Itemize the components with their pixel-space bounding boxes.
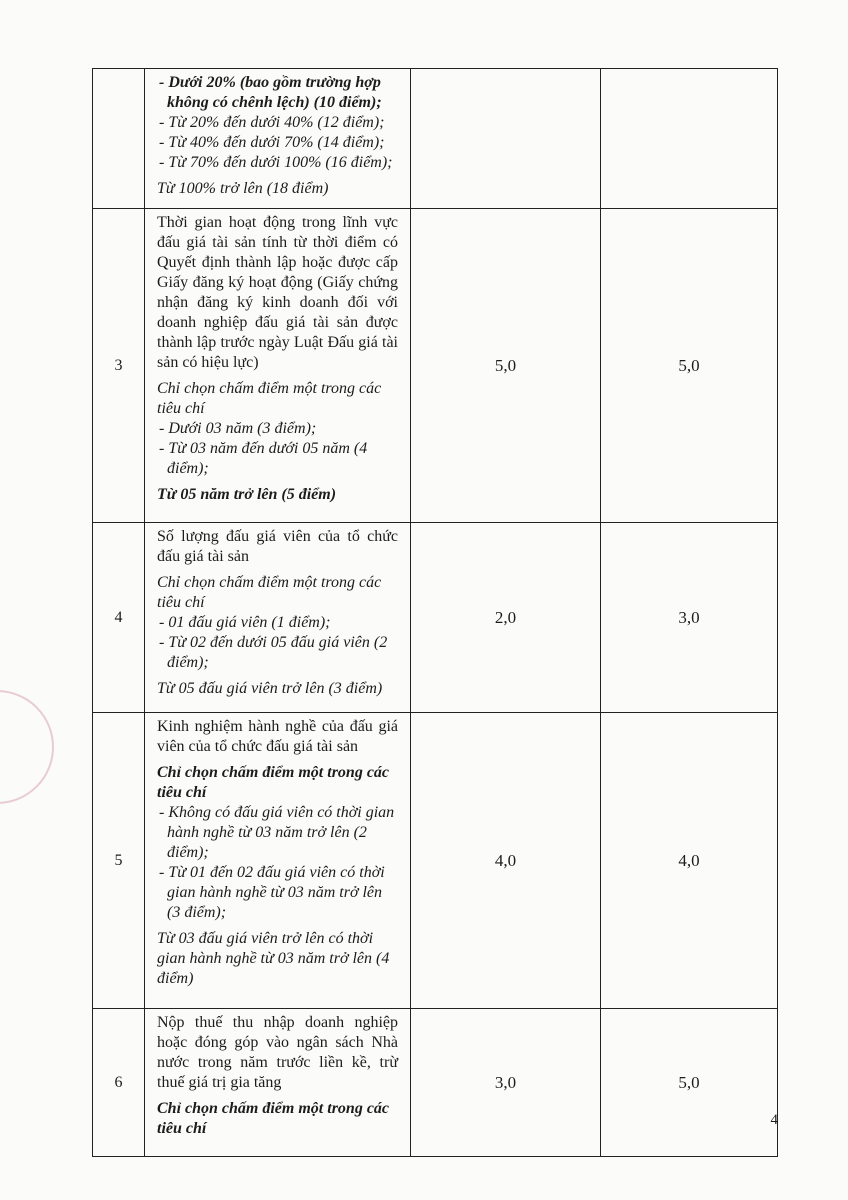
option-text: - Dưới 03 năm (3 điểm); (159, 420, 317, 437)
council-score: 5,0 (601, 209, 778, 523)
self-score: 4,0 (411, 713, 601, 1009)
last-option: Từ 03 đấu giá viên trở lên có thời gian hành nghề từ 03 năm trở lên (4 điểm) (157, 930, 390, 987)
criteria-cell (145, 1009, 411, 1157)
council-score: 4,0 (601, 713, 778, 1009)
option-text: - 01 đấu giá viên (1 điểm); (159, 614, 331, 631)
row-number: 4 (93, 523, 145, 713)
table-row (93, 713, 778, 1009)
choose-instruction: Chỉ chọn chấm điểm một trong các tiêu chí (157, 380, 382, 417)
row-number: 6 (93, 1009, 145, 1157)
table-row (93, 209, 778, 523)
row-number: 5 (93, 713, 145, 1009)
option-text: - Từ 70% đến dưới 100% (16 điểm); (159, 154, 393, 171)
table-row (93, 69, 778, 209)
criteria-cell (145, 713, 411, 1009)
criteria-description: Thời gian hoạt động trong lĩnh vực đấu giá tài sản tính từ thời điểm có Quyết định thành lập hoặc được cấp Giấy đăng ký hoạt động (Giấy chứng nhận đăng ký kinh doanh đối với doanh nghiệp đấu giá tài sản được thành lập trước ngày Luật Đấu giá tài sản có hiệu lực) (157, 214, 398, 371)
option-text: - Từ 03 năm đến dưới 05 năm (4 điểm); (159, 440, 368, 477)
option-text: - Từ 40% đến dưới 70% (14 điểm); (159, 134, 385, 151)
criteria-description: Kinh nghiệm hành nghề của đấu giá viên của tổ chức đấu giá tài sản (157, 718, 398, 755)
criteria-cell (145, 523, 411, 713)
table-row (93, 1009, 778, 1157)
self-score (411, 69, 601, 209)
council-score: 3,0 (601, 523, 778, 713)
last-option: Từ 05 đấu giá viên trở lên (3 điểm) (157, 680, 383, 697)
table-row (93, 523, 778, 713)
scoring-table (92, 68, 778, 1157)
self-score: 2,0 (411, 523, 601, 713)
row-number: 3 (93, 209, 145, 523)
self-score: 3,0 (411, 1009, 601, 1157)
last-option: Từ 05 năm trở lên (5 điểm) (157, 486, 337, 503)
page-number: 4 (770, 1112, 778, 1128)
choose-instruction: Chỉ chọn chấm điểm một trong các tiêu chí (157, 764, 390, 801)
choose-instruction: Chỉ chọn chấm điểm một trong các tiêu chí (157, 574, 382, 611)
criteria-description: Số lượng đấu giá viên của tổ chức đấu giá tài sản (157, 528, 398, 565)
choose-instruction: Chỉ chọn chấm điểm một trong các tiêu chí (157, 1100, 390, 1137)
stamp-seal-bleed (0, 690, 54, 804)
option-text: - Từ 01 đến 02 đấu giá viên có thời gian hành nghề từ 03 năm trở lên (3 điểm); (159, 864, 385, 921)
option-text: - Từ 20% đến dưới 40% (12 điểm); (159, 114, 385, 131)
self-score: 5,0 (411, 209, 601, 523)
criteria-description: Nộp thuế thu nhập doanh nghiệp hoặc đóng góp vào ngân sách Nhà nước trong năm trước liền kề, trừ thuế giá trị gia tăng (157, 1014, 398, 1091)
criteria-cell (145, 209, 411, 523)
council-score: 5,0 (601, 1009, 778, 1157)
council-score (601, 69, 778, 209)
last-option: Từ 100% trở lên (18 điểm) (157, 180, 329, 197)
row-number (93, 69, 145, 209)
option-text: - Từ 02 đến dưới 05 đấu giá viên (2 điểm); (159, 634, 388, 671)
option-text: - Dưới 20% (bao gồm trường hợp không có chênh lệch) (10 điểm); (159, 74, 382, 111)
option-text: - Không có đấu giá viên có thời gian hành nghề từ 03 năm trở lên (2 điểm); (159, 804, 395, 861)
criteria-cell (145, 69, 411, 209)
